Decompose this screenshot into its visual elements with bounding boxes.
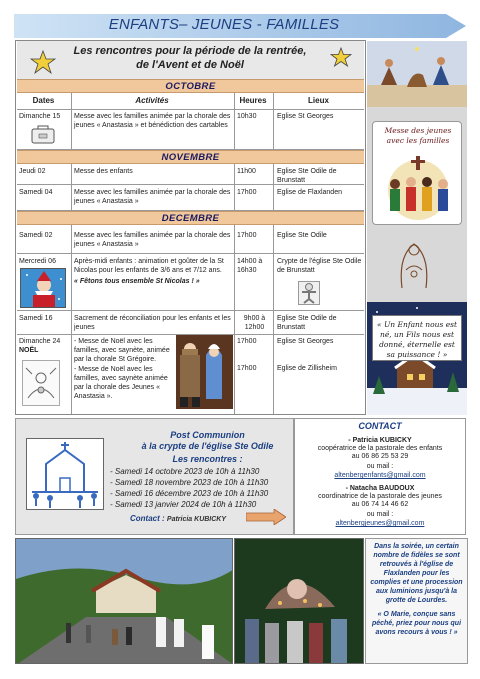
post-communion-location: à la crypte de l'église Ste Odile (141, 441, 274, 451)
cell-date: Jeudi 02 (19, 168, 46, 175)
nativity-sketch-icon (22, 360, 60, 406)
nativity-play-photo (176, 335, 233, 409)
divider (17, 253, 364, 254)
cell-place: Eglise Ste Odile de Brunstatt (277, 315, 337, 331)
cell-place: Eglise Ste Odile de Brunstatt (277, 168, 337, 184)
note-text: Dans la soirée, un certain nombre de fidèles se sont retrouvés à l'église de Flaxlanden pour les complies et une procession aux luminions jusqu'à la grotte de Lourdes. (370, 543, 463, 604)
cell-date-highlight: NOËL (19, 347, 39, 354)
procession-photo (15, 538, 233, 664)
cell-date: Dimanche 15 (19, 113, 61, 120)
star-icon (30, 50, 56, 74)
post-communion-title (125, 430, 290, 465)
cell-activity: - Messe de Noël avec les familles, avec saynète animée par la chorale des Jeunes « Anastasia ». (74, 366, 168, 400)
gingerbread-icon (298, 281, 320, 305)
saint-nicolas-image (20, 268, 66, 308)
cell-time: 17h00 (237, 365, 257, 372)
cell-date-group (19, 337, 71, 355)
cell-activity: Messe avec les familles animée par la chorale des jeunes « Anastasia » et bénédiction des cartables (74, 113, 231, 129)
header-banner (14, 14, 466, 38)
cell-place: Eglise Ste Odile (277, 232, 327, 239)
meeting-date: - Samedi 16 décembre 2023 de 10h à 11h30 (110, 489, 269, 498)
contact-phone: au 06 74 14 46 62 (351, 501, 409, 508)
contact-label: Contact : (130, 514, 165, 523)
magi-illustration (367, 41, 467, 107)
cell-time: 17h00 (237, 232, 257, 239)
cell-place: Eglise St Georges (277, 338, 334, 345)
holy-family-sketch (394, 236, 434, 290)
contact-role: coopératrice de la pastorale des enfants (317, 445, 443, 452)
cell-time-group (237, 337, 272, 373)
contact-email-link[interactable]: altenbergjeunes@gmail.com (335, 520, 425, 527)
divider (273, 225, 274, 414)
divider (71, 164, 72, 210)
intro-title (60, 44, 320, 72)
post-communion-contact (130, 514, 226, 523)
cell-place: Crypte de l'église Ste Odile de Brunstatt (277, 258, 362, 274)
month-band-october (17, 79, 364, 93)
column-header-dates: Dates (32, 96, 55, 105)
column-header-places: Lieux (308, 96, 329, 105)
evening-note (365, 538, 468, 664)
cell-activity: - Messe de Noël avec les familles, avec saynète, animée par la chorale St Grégoire. (74, 338, 170, 363)
divider (71, 93, 72, 149)
contact-title: CONTACT (358, 421, 402, 431)
contact-phone: au 06 86 25 53 29 (351, 453, 409, 460)
divider (234, 164, 235, 210)
meeting-date: - Samedi 18 novembre 2023 de 10h à 11h30 (110, 478, 269, 487)
cell-activity: Après-midi enfants : animation et goûter de la St Nicolas pour les enfants de 3/6 ans et 7/12 ans. (74, 258, 224, 274)
cell-date: Samedi 04 (19, 189, 53, 196)
contact-email-link[interactable]: altenbergenfants@gmail.com (334, 472, 426, 479)
month-label: OCTOBRE (165, 81, 216, 92)
cell-activity-highlight: « Fêtons tous ensemble St Nicolas ! » (74, 278, 200, 285)
divider (273, 164, 274, 210)
star-icon (330, 47, 352, 67)
note-prayer: « O Marie, conçue sans péché, priez pour nous qui avons recours à vous ! » (371, 611, 462, 636)
contact-role: coordinatrice de la pastorale des jeunes (318, 493, 442, 500)
divider (273, 93, 274, 149)
cell-activity-group (74, 337, 174, 401)
contact-name: Patricia KUBICKY (166, 516, 227, 523)
youth-mass-title: Messe des jeunes (384, 126, 452, 135)
divider (234, 93, 235, 149)
cell-date: Samedi 02 (19, 232, 53, 239)
intro-line-2: de l'Avent et de Noël (136, 59, 244, 71)
cell-activity: Sacrement de réconciliation pour les enfants et les jeunes (74, 315, 231, 331)
grotto-photo (234, 538, 364, 664)
cell-time: 11h00 (237, 168, 256, 175)
month-label: DECEMBRE (161, 213, 220, 224)
arrow-right-icon (246, 509, 286, 525)
divider (17, 310, 364, 311)
cell-activity: Messe avec les familles animée par la chorale des jeunes « Anastasia » (74, 189, 231, 205)
divider (71, 225, 72, 414)
cell-activity: Messe avec les familles animée par la chorale des jeunes « Anastasia » (74, 232, 231, 248)
cell-time: 9h00 à 12h00 (243, 315, 266, 331)
post-communion-subtitle: Les rencontres : (172, 454, 243, 464)
contact-name: - Patricia KUBICKY (348, 437, 412, 444)
post-communion-dates (110, 466, 305, 510)
meeting-date: - Samedi 14 octobre 2023 de 10h à 11h30 (110, 467, 260, 476)
cell-time: 10h30 (237, 113, 257, 120)
youth-mass-illustration (372, 121, 462, 225)
cell-time: 17h00 (237, 338, 257, 345)
banner-title: ENFANTS– JEUNES - FAMILLES (108, 16, 340, 33)
contact-mail-label: ou mail : (366, 511, 394, 518)
cell-place: Eglise St Georges (277, 113, 334, 120)
contact-name: - Natacha BAUDOUX (345, 485, 415, 492)
month-band-november (17, 150, 364, 164)
intro-line-1: Les rencontres pour la période de la rentrée, (73, 45, 307, 57)
youth-mass-subtitle: avec les familles (386, 136, 450, 145)
cell-time: 14h00 à 16h30 (237, 258, 263, 274)
cell-date: Samedi 16 (19, 315, 53, 322)
divider (17, 184, 364, 185)
cell-place: Eglise de Zillisheim (277, 365, 337, 372)
cell-date: Mercredi 06 (19, 258, 56, 265)
cell-place: Eglise de Flaxlanden (277, 189, 342, 196)
church-children-icon (26, 438, 104, 510)
cell-activity: Messe des enfants (74, 168, 133, 175)
column-header-hours: Heures (239, 96, 267, 105)
meeting-date: - Samedi 13 janvier 2024 de 10h à 11h30 (110, 500, 257, 509)
christmas-quote: « Un Enfant nous est né, un Fils nous est donné, éternelle est sa puissance ! » (372, 315, 462, 361)
divider (17, 109, 364, 110)
contact-mail-label: ou mail : (366, 463, 394, 470)
divider (234, 225, 235, 414)
post-communion-heading: Post Communion (170, 430, 245, 440)
school-bag-icon (30, 124, 56, 144)
cell-activity-group (74, 257, 232, 286)
month-band-december (17, 211, 364, 225)
cell-time: 17h00 (237, 189, 257, 196)
cell-place-group (277, 337, 363, 373)
month-label: NOVEMBRE (161, 152, 220, 163)
cell-date: Dimanche 24 (19, 338, 61, 345)
column-header-activities: Activités (135, 96, 169, 105)
